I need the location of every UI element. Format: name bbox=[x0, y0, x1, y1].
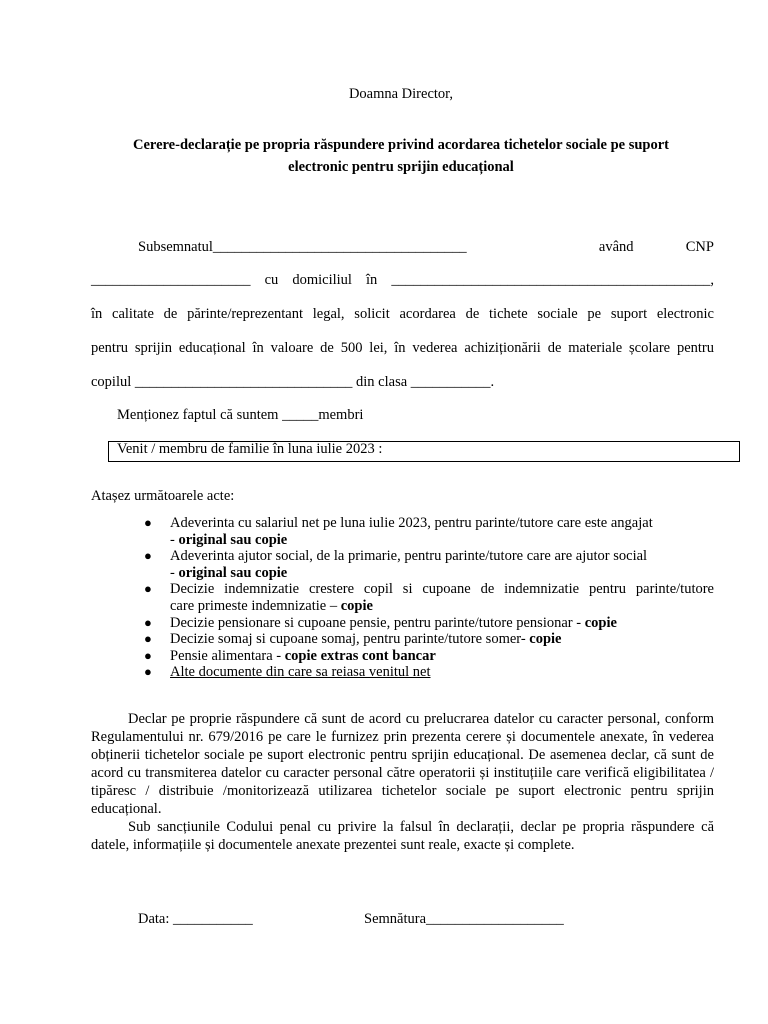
name-field-label: Subsemnatul___________________________________ bbox=[138, 239, 467, 255]
cnp-label: CNP bbox=[685, 239, 714, 255]
income-box bbox=[108, 441, 740, 462]
list-item-text: ● Adeverinta cu salariul net pe luna iulie 2023, pentru parinte/tutore care este angajat bbox=[170, 515, 653, 531]
signature-field: Semnătura___________________ bbox=[364, 911, 564, 927]
list-item-note: original sau copie bbox=[178, 564, 288, 581]
list-item-note: copie extras cont bancar bbox=[284, 647, 436, 664]
list-item-note: copie bbox=[340, 597, 373, 614]
list-item-note-prefix: - bbox=[170, 564, 179, 581]
document-title-line1: Cerere-declarație pe propria răspundere privind acordarea tichetelor sociale pe suport bbox=[132, 137, 670, 153]
list-item-note: copie bbox=[529, 631, 562, 648]
avand-word: având bbox=[598, 239, 634, 255]
salutation: Doamna Director, bbox=[348, 86, 454, 102]
list-item-text: Pensie alimentara - bbox=[170, 647, 285, 664]
list-item-note-prefix: - bbox=[170, 531, 179, 548]
form-line-request-2: pentru sprijin educațional în valoare de 500 lei, în vederea achiziționării de materiale școlare pentru bbox=[91, 340, 714, 356]
attachments-heading: Atașez următoarele acte: bbox=[91, 488, 235, 504]
income-box-label: Venit / membru de familie în luna iulie 2023 : bbox=[117, 441, 383, 457]
list-item-text: Decizie pensionare si cupoane pensie, pentru parinte/tutore pensionar - bbox=[170, 614, 585, 631]
list-item bbox=[144, 648, 714, 665]
form-line-child: copilul ______________________________ din clasa ___________. bbox=[91, 374, 495, 390]
list-item bbox=[144, 631, 714, 648]
declaration-paragraph-2: Sub sancțiunile Codului penal cu privire la falsul în declarații, declar pe propria răspundere că datele, informațiile și documentele anexate prezentei sunt reale, exacte și complete. bbox=[91, 819, 714, 853]
list-item bbox=[144, 548, 714, 581]
declaration-paragraph-1: Declar pe proprie răspundere că sunt de acord cu prelucrarea datelor cu caracter personal, conform Regulamentului nr. 679/2016 pe care le furnizez prin prezenta cerere și documentele anexate, în vederea obținerii tichetelor sociale pe suport electronic pentru sprijin educațional. De asemenea declar, că sunt de acord cu transmiterea datelor cu caracter personal către operatorii și instituțiile care verifică eligibilitatea / tipăresc / distribuie /monitorizează utilizarea tichetelor sociale pe suport electronic pentru sprijin educațional. bbox=[91, 711, 714, 817]
form-line-request-1: în calitate de părinte/reprezentant legal, solicit acordarea de tichete sociale pe suport electronic bbox=[91, 306, 714, 322]
form-line-cnp-address: ______________________ cu domiciliul în ____________________________________________, bbox=[91, 272, 714, 288]
list-item-text: Alte documente din care sa reiasa venitul net bbox=[170, 664, 431, 681]
form-line-name bbox=[138, 239, 714, 256]
list-item bbox=[144, 581, 714, 614]
list-item-text: ● Decizie indemnizatie crestere copil si cupoane de indemnizatie pentru parinte/tutore bbox=[170, 581, 714, 598]
list-item-note: original sau copie bbox=[178, 531, 288, 548]
date-field: Data: ___________ bbox=[138, 911, 253, 927]
list-item-text: ● Adeverinta ajutor social, de la primarie, pentru parinte/tutore care are ajutor social bbox=[170, 548, 648, 565]
document-title-line2: electronic pentru sprijin educațional bbox=[288, 159, 514, 175]
list-item-text: Decizie somaj si cupoane somaj, pentru parinte/tutore somer- bbox=[170, 631, 530, 648]
list-item-text: care primeste indemnizatie – bbox=[170, 597, 341, 614]
attachments-list bbox=[144, 515, 714, 681]
list-item bbox=[144, 615, 714, 632]
form-line-members: Menționez faptul că suntem _____membri bbox=[117, 407, 364, 423]
list-item-note: copie bbox=[584, 614, 617, 631]
list-item bbox=[144, 515, 714, 548]
list-item bbox=[144, 664, 714, 681]
